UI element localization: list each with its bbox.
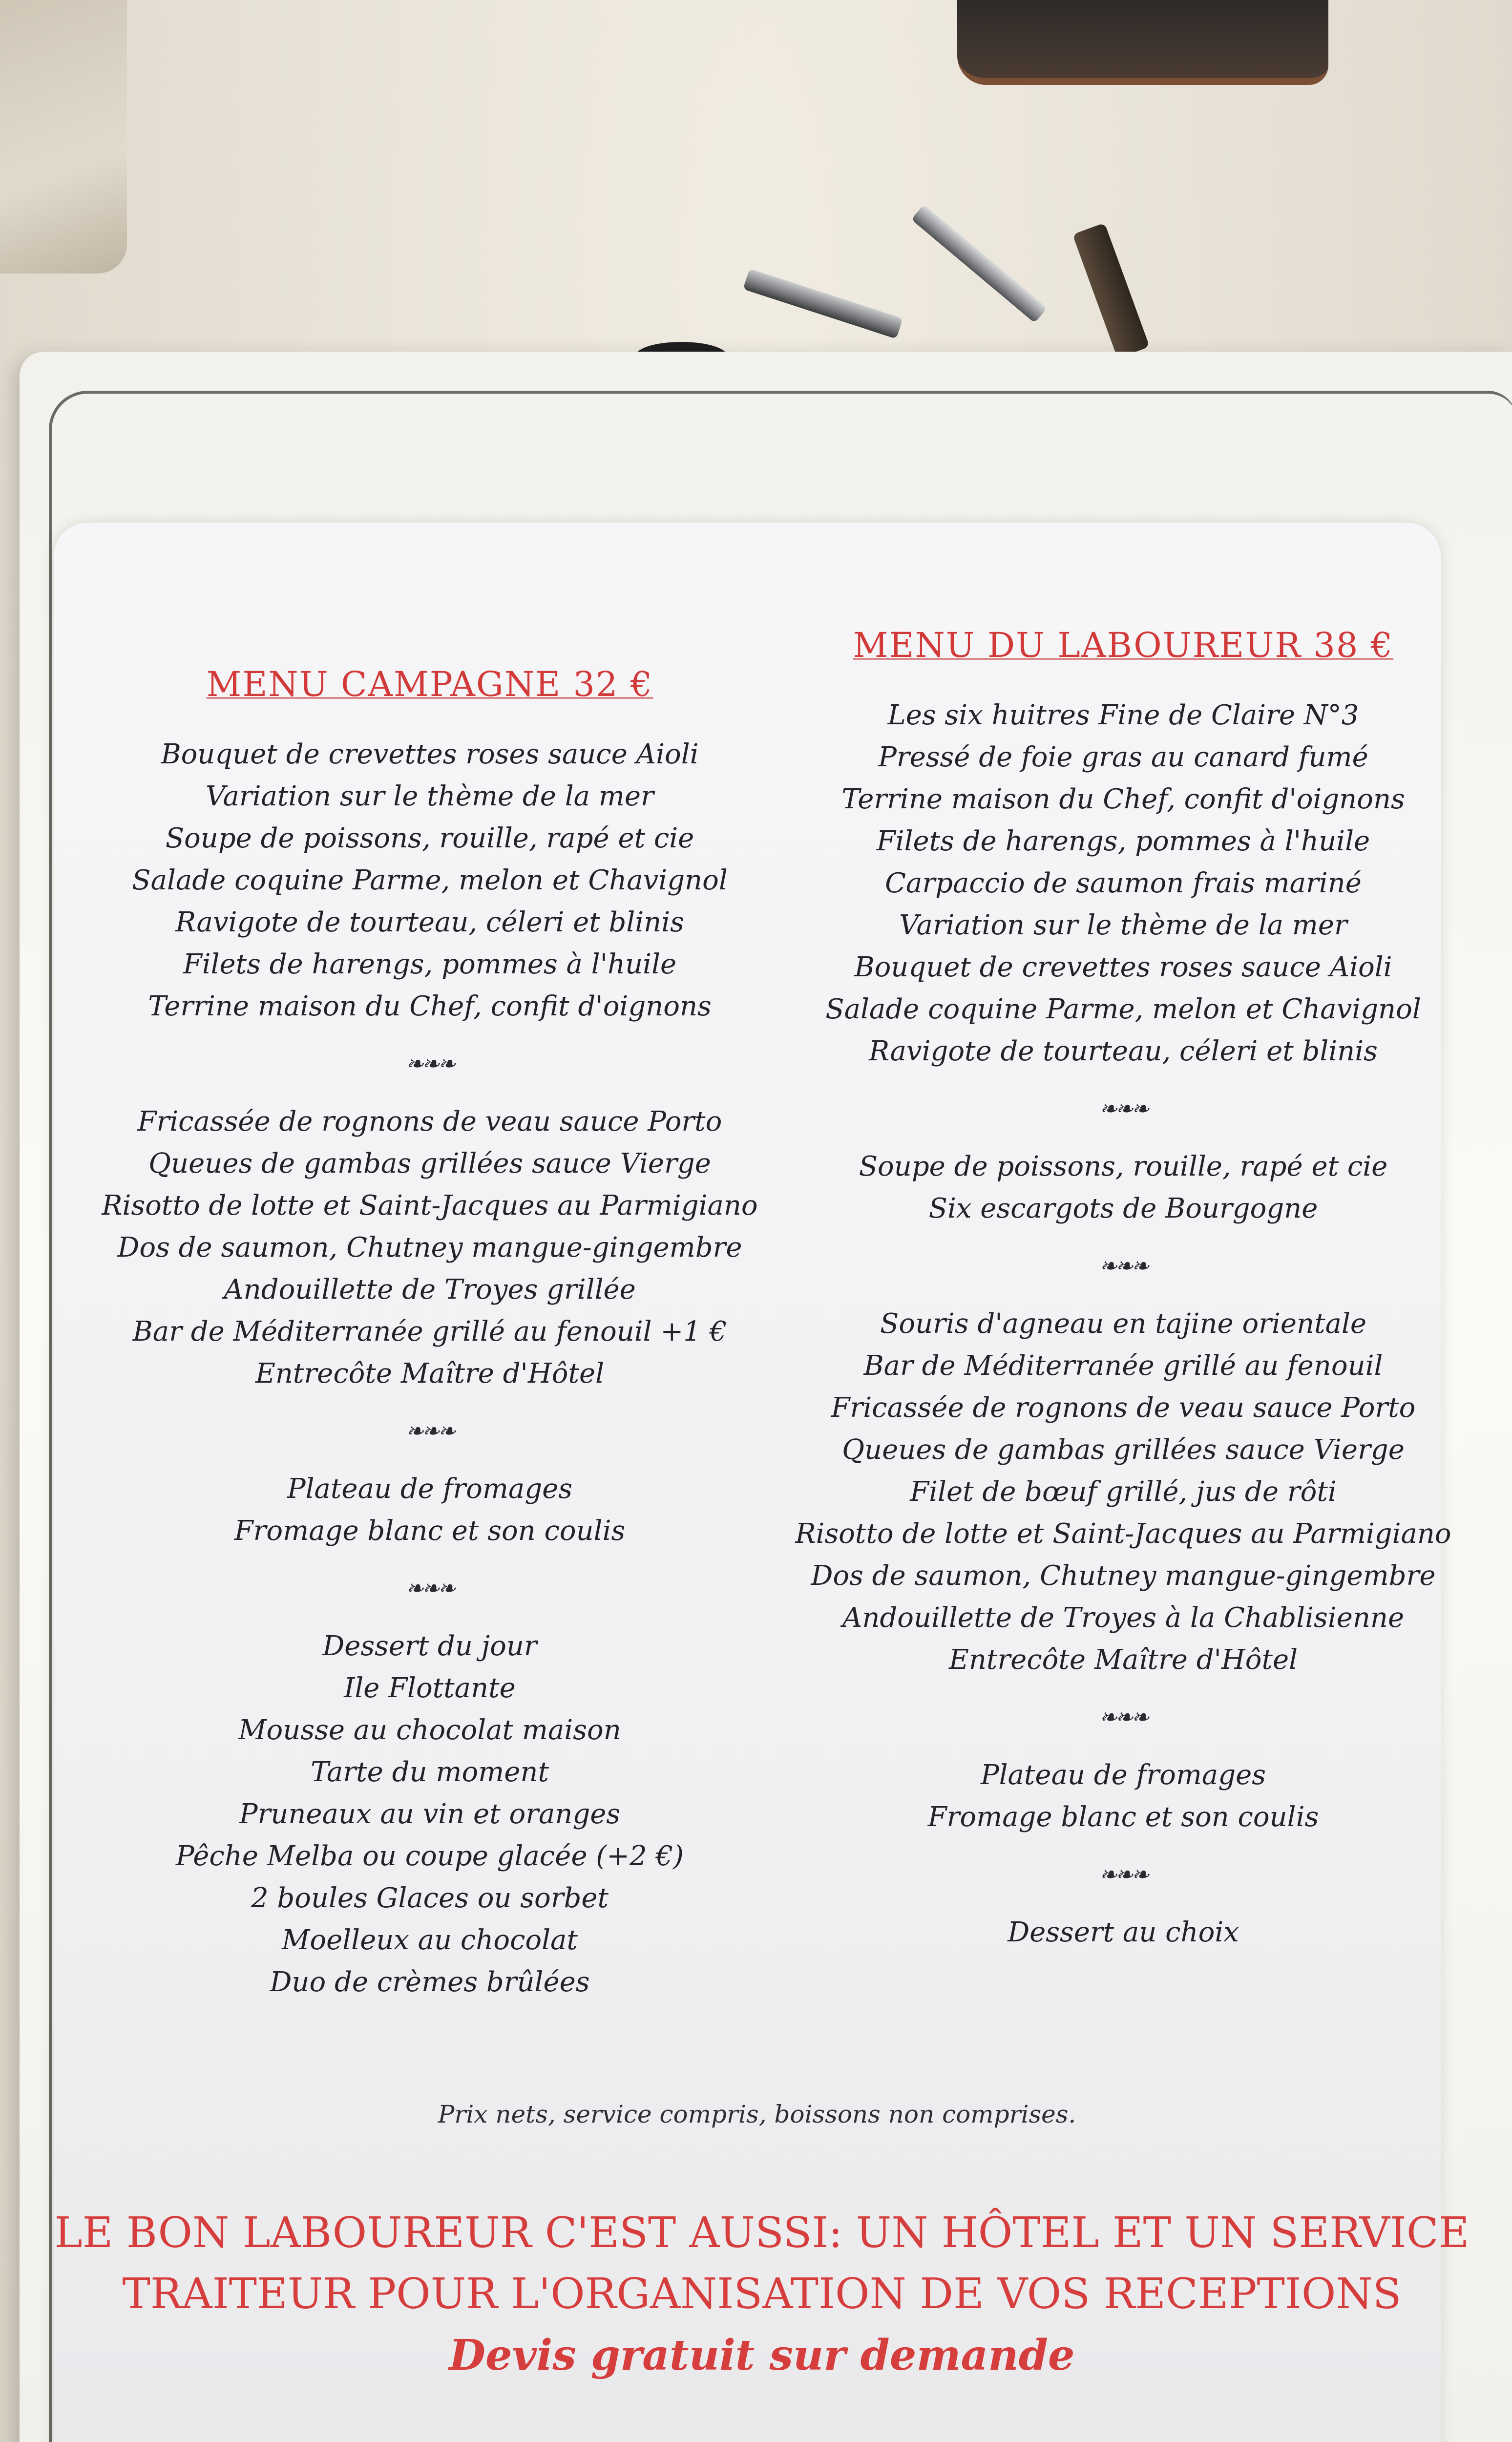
menu-laboureur-desserts <box>747 1912 1499 1954</box>
menu-item: Entrecôte Maître d'Hôtel <box>255 1358 605 1389</box>
menu-item: Six escargots de Bourgogne <box>928 1193 1318 1224</box>
menu-item: Variation sur le thème de la mer <box>206 780 654 812</box>
menu-item: Filets de harengs, pommes à l'huile <box>876 825 1370 857</box>
napkin <box>0 0 127 274</box>
menu-item: Terrine maison du Chef, confit d'oignons <box>148 990 712 1022</box>
menu-item: Plateau de fromages <box>287 1473 573 1505</box>
menu-item: Dessert du jour <box>322 1630 537 1662</box>
menu-campagne-desserts <box>98 1625 762 2003</box>
ornament-separator: ❧❧❧ <box>1099 1862 1148 1887</box>
price-footnote: Prix nets, service compris, boissons non comprises. <box>438 2100 1076 2128</box>
menu-item: Ravigote de tourteau, céleri et blinis <box>175 906 684 938</box>
menu-item: Entrecôte Maître d'Hôtel <box>948 1644 1298 1676</box>
menu-item: Pruneaux au vin et oranges <box>239 1798 621 1830</box>
menu-item: Mousse au chocolat maison <box>238 1714 621 1746</box>
menu-item: Fromage blanc et son coulis <box>234 1515 626 1547</box>
menu-campagne-entrees <box>98 734 762 1028</box>
menu-campagne-title: MENU CAMPAGNE 32 € <box>206 664 653 704</box>
menu-item: Salade coquine Parme, melon et Chavignol <box>132 864 728 896</box>
menu-item: Soupe de poissons, rouille, rapé et cie <box>859 1151 1388 1182</box>
menu-item: Ile Flottante <box>344 1672 516 1704</box>
menu-item: Dos de saumon, Chutney mangue-gingembre <box>811 1560 1436 1592</box>
menu-item: Duo de crèmes brûlées <box>270 1966 590 1998</box>
menu-item: Ravigote de tourteau, céleri et blinis <box>869 1035 1378 1067</box>
menu-item: Bouquet de crevettes roses sauce Aioli <box>854 951 1392 983</box>
menu-laboureur-intermediaire <box>747 1146 1499 1230</box>
ornament-separator: ❧❧❧ <box>405 1052 454 1076</box>
promo-line: LE BON LABOUREUR C'EST AUSSI: UN HÔTEL ET UN SERVICE <box>54 2209 1470 2257</box>
menu-item: Carpaccio de saumon frais mariné <box>885 867 1362 899</box>
menu-item: Queues de gambas grillées sauce Vierge <box>842 1434 1405 1466</box>
menu-item: Fromage blanc et son coulis <box>927 1801 1319 1833</box>
menu-item: Queues de gambas grillées sauce Vierge <box>148 1148 711 1179</box>
menu-item: Tarte du moment <box>311 1756 549 1788</box>
promo-subline: Devis gratuit sur demande <box>449 2331 1075 2380</box>
ornament-separator: ❧❧❧ <box>1099 1705 1148 1730</box>
menu-item: Bar de Méditerranée grillé au fenouil <box>863 1350 1383 1382</box>
menu-item: Variation sur le thème de la mer <box>899 909 1347 941</box>
menu-item: Salade coquine Parme, melon et Chavignol <box>825 993 1421 1025</box>
menu-item: Moelleux au chocolat <box>282 1924 578 1956</box>
menu-laboureur-title: MENU DU LABOUREUR 38 € <box>853 625 1394 665</box>
menu-item: Andouillette de Troyes grillée <box>224 1274 636 1305</box>
menu-item: Risotto de lotte et Saint-Jacques au Parmigiano <box>795 1518 1451 1550</box>
menu-item: Bouquet de crevettes roses sauce Aioli <box>161 738 699 770</box>
promo-banner <box>29 2203 1494 2386</box>
menu-item: Soupe de poissons, rouille, rapé et cie <box>165 822 694 854</box>
ornament-separator: ❧❧❧ <box>1099 1096 1148 1121</box>
menu-item: Souris d'agneau en tajine orientale <box>880 1308 1367 1340</box>
menu-campagne-plats <box>98 1101 762 1395</box>
promo-line: TRAITEUR POUR L'ORGANISATION DE VOS RECEPTIONS <box>122 2270 1402 2318</box>
menu-item: Pressé de foie gras au canard fumé <box>878 741 1368 773</box>
menu-laboureur-entrees <box>747 695 1499 1073</box>
menu-item: 2 boules Glaces ou sorbet <box>251 1882 609 1914</box>
menu-campagne-column <box>98 664 762 2003</box>
menu-item: Les six huitres Fine de Claire N°3 <box>887 699 1359 731</box>
menu-laboureur-plats <box>747 1303 1499 1681</box>
menu-item: Bar de Méditerranée grillé au fenouil +1 € <box>132 1316 727 1347</box>
menu-item: Plateau de fromages <box>980 1759 1266 1791</box>
ornament-separator: ❧❧❧ <box>1099 1254 1148 1279</box>
menu-item: Filet de bœuf grillé, jus de rôti <box>910 1476 1337 1508</box>
menu-item: Fricassée de rognons de veau sauce Porto <box>831 1392 1416 1424</box>
menu-item: Risotto de lotte et Saint-Jacques au Parmigiano <box>102 1190 758 1221</box>
menu-laboureur-column <box>747 625 1499 1954</box>
menu-item: Pêche Melba ou coupe glacée (+2 €) <box>176 1840 684 1872</box>
ornament-separator: ❧❧❧ <box>405 1419 454 1444</box>
menu-laboureur-fromages <box>747 1754 1499 1838</box>
menu-item: Dessert au choix <box>1008 1916 1239 1948</box>
menu-item: Filets de harengs, pommes à l'huile <box>183 948 677 980</box>
wallet <box>957 0 1328 85</box>
menu-campagne-fromages <box>98 1468 762 1552</box>
menu-item: Fricassée de rognons de veau sauce Porto <box>137 1106 722 1137</box>
ornament-separator: ❧❧❧ <box>405 1576 454 1601</box>
menu-item: Terrine maison du Chef, confit d'oignons <box>841 783 1405 815</box>
menu-item: Dos de saumon, Chutney mangue-gingembre <box>117 1232 742 1263</box>
menu-item: Andouillette de Troyes à la Chablisienne <box>842 1602 1405 1634</box>
